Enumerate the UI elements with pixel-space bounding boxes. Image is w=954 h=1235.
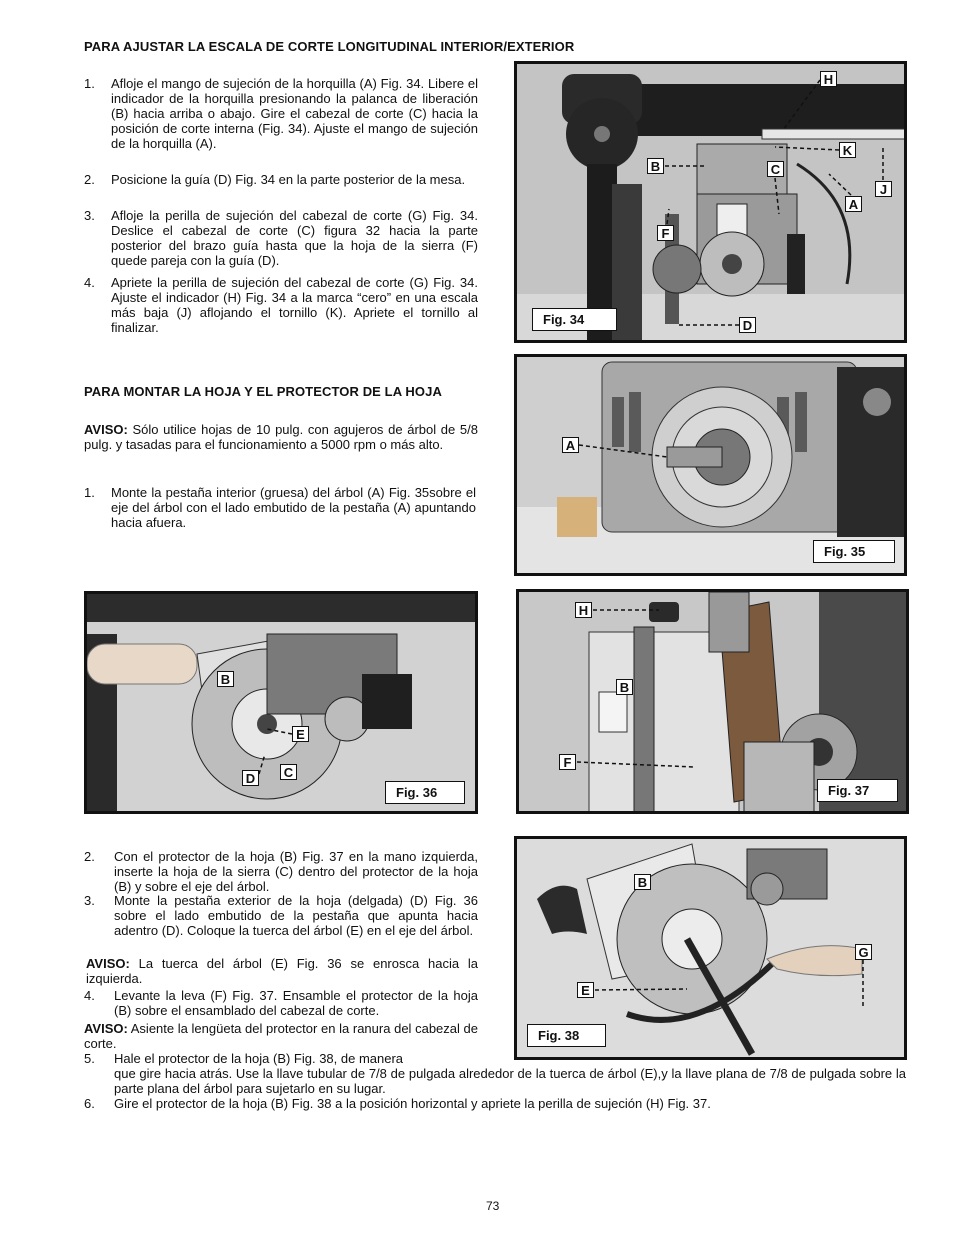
figure-37 [516,589,909,814]
step-number: 3. [84,893,95,908]
step-text: Monte la pestaña exterior de la hoja (delgada) (D) Fig. 36 sobre el lado embutido de la pestaña que apunta hacia adentro (D). Coloque la tuerca del árbol (E) en el eje del árbol. [114,893,478,938]
step-text: Apriete la perilla de sujeción del cabezal de corte (G) Fig. 34. Ajuste el indicador (H) Fig. 34 a la marca “cero” en una escala más baja (J) aflojando el tornillo (K). Apriete el tornillo al finalizar. [111,275,478,335]
step-number: 1. [84,485,95,500]
step-number: 4. [84,988,95,1003]
notice-text: Sólo utilice hojas de 10 pulg. con agujeros de árbol de 5/8 pulg. y tasadas para el funcionamiento a 5000 rpm o más alto. [84,422,478,452]
step-number: 4. [84,275,95,290]
callout-j: J [875,181,892,197]
notice-label: AVISO: [84,422,128,437]
page-number: 73 [486,1199,500,1213]
step-number: 5. [84,1051,95,1066]
step-number: 2. [84,849,95,864]
callout-e: E [292,726,309,742]
figure-38 [514,836,907,1060]
step-text-line1: Hale el protector de la hoja (B) Fig. 38, de manera [114,1051,404,1066]
notice-text: Asiente la lengüeta del protector en la ranura del cabezal de corte. [84,1021,478,1051]
step-text: Monte la pestaña interior (gruesa) del árbol (A) Fig. 35sobre el eje del árbol con el lado embutido de la pestaña (A) apuntando hacia afuera. [111,485,476,530]
callout-g: G [855,944,872,960]
figure-34-leader-lines [517,64,907,343]
callout-d: D [242,770,259,786]
figure-34 [514,61,907,343]
callout-d: D [739,317,756,333]
figure-36-leader-lines [87,594,478,814]
figure-35 [514,354,907,576]
callout-e: E [577,982,594,998]
notice-text: La tuerca del árbol (E) Fig. 36 se enrosca hacia la izquierda. [86,956,478,986]
figure-36 [84,591,478,814]
figure-35-leader-lines [517,357,907,576]
step-text: Posicione la guía (D) Fig. 34 en la parte posterior de la mesa. [111,172,466,187]
callout-a: A [845,196,862,212]
callout-b: B [634,874,651,890]
callout-b: B [647,158,664,174]
step-text: Afloje la perilla de sujeción del cabezal de corte (G) Fig. 34. Deslice el cabezal de corte (C) figura 32 hacia la parte posterior del brazo guía hasta que la hoja de la sierra (F) quede pareja con la guía (D). [111,208,478,268]
step-number: 3. [84,208,95,223]
step-text: Afloje el mango de sujeción de la horquilla (A) Fig. 34. Libere el indicador de la horquilla presionando la palanca de liberación (B) hacia arriba o abajo. Gire el cabezal de corte (C) hacia la posición de corte interna (Fig. 34). Ajuste el mango de sujeción de la horquilla (A). [111,76,478,151]
step-number: 1. [84,76,95,91]
notice-paragraph [86,956,478,986]
step-text: Con el protector de la hoja (B) Fig. 37 en la mano izquierda, inserte la hoja de la sierra (C) dentro del protector de la hoja (B) y sobre el eje del árbol. [114,849,478,894]
callout-h: H [820,71,837,87]
figure-caption: Fig. 36 [385,781,465,804]
section-title-rip-scale: PARA AJUSTAR LA ESCALA DE CORTE LONGITUDINAL INTERIOR/EXTERIOR [84,39,575,54]
notice-paragraph [84,1021,478,1051]
callout-f: F [559,754,576,770]
callout-b: B [217,671,234,687]
notice-paragraph [84,422,478,452]
step-number: 6. [84,1096,95,1111]
callout-c: C [767,161,784,177]
callout-k: K [839,142,856,158]
callout-h: H [575,602,592,618]
callout-b: B [616,679,633,695]
figure-caption: Fig. 35 [813,540,895,563]
step-text: Gire el protector de la hoja (B) Fig. 38 a la posición horizontal y apriete la perilla de sujeción (H) Fig. 37. [114,1096,711,1111]
figure-caption: Fig. 38 [527,1024,606,1047]
callout-a: A [562,437,579,453]
section-title-blade-guard: PARA MONTAR LA HOJA Y EL PROTECTOR DE LA HOJA [84,384,442,399]
figure-37-leader-lines [519,592,909,814]
figure-caption: Fig. 34 [532,308,617,331]
step-text-continuation: que gire hacia atrás. Use la llave tubular de 7/8 de pulgada alrededor de la tuerca de árbol (E),y la llave plana de 7/8 de pulgada sobre la parte plana del árbol para sujetarlo en su lugar. [114,1066,906,1096]
step-number: 2. [84,172,95,187]
figure-38-leader-lines [517,839,907,1060]
figure-caption: Fig. 37 [817,779,898,802]
callout-f: F [657,225,674,241]
notice-label: AVISO: [86,956,130,971]
callout-c: C [280,764,297,780]
notice-label: AVISO: [84,1021,128,1036]
step-text: Levante la leva (F) Fig. 37. Ensamble el protector de la hoja (B) sobre el ensamblado del cabezal de corte. [114,988,478,1018]
